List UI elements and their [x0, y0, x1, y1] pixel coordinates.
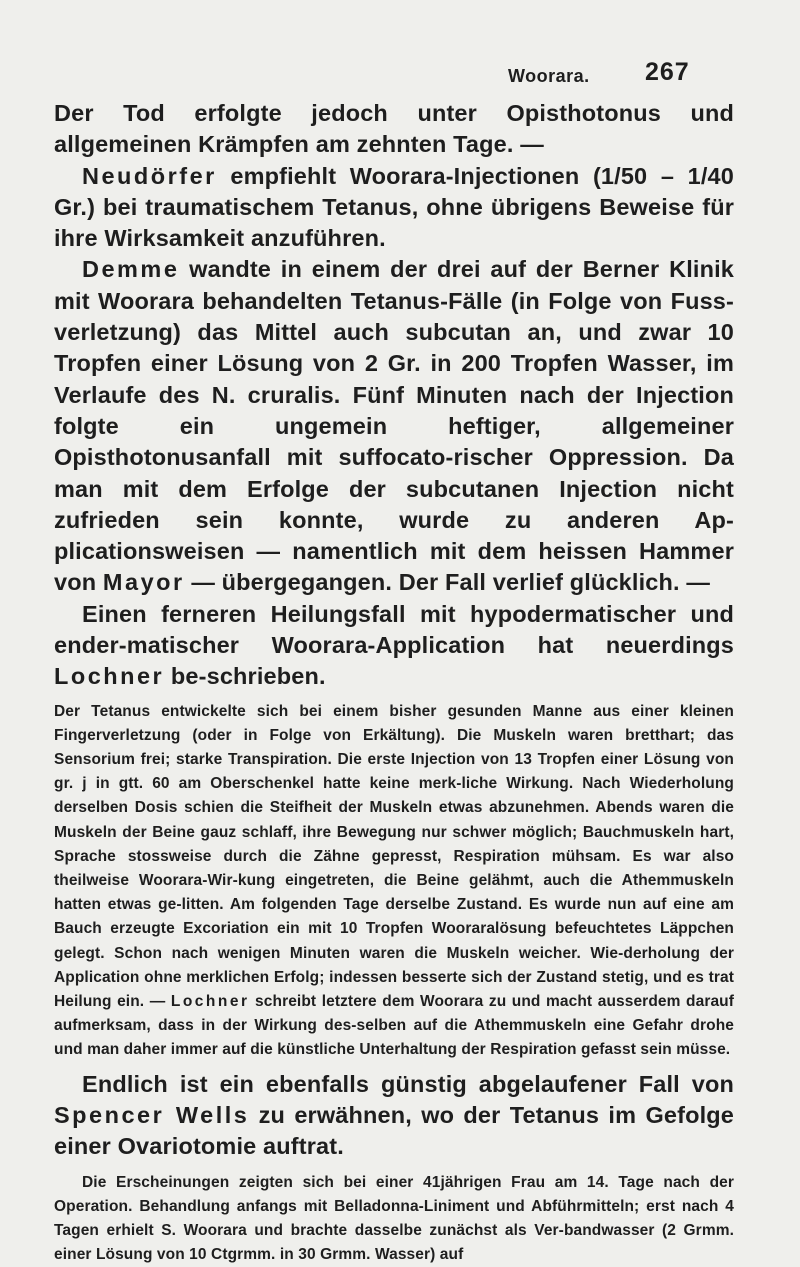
case-report-1 [54, 700, 734, 1063]
author-name-2: Mayor [102, 569, 185, 596]
paragraph-1: Der Tod erfolgte jedoch unter Opisthotonus und allgemeinen Krämpfen am zehnten Tage. — [54, 100, 734, 158]
author-name: Demme [82, 256, 180, 283]
case-text: Der Tetanus entwickelte sich bei einem bisher gesunden Manne aus einer kleinen Fingerverletzung (oder in Folge von Erkältung). Die Muskeln waren bretthart; das Sensorium frei; starke Transpiration. Die erste Injection von 13 Tropfen einer Lösung von gr. j in gtt. 60 am Oberschenkel hatte keine merk-liche Wirkung. Nach Wiederholung derselben Dosis schien die Steifheit der Muskeln etwas abzunehmen. Abends waren die Muskeln der Beine gauz schlaff, ihre Bewegung nur schwer möglich; Bauchmuskeln hart, Sprache stossweise durch die Zähne gepresst, Respiration mühsam. Es war also theilweise Woorara-Wir-kung eingetreten, die Beine gelähmt, auch die Athemmuskeln hatten etwas ge-litten. Am folgenden Tage derselbe Zustand. Es wurde nun auf eine am Bauch erzeugte Excoriation ein mit 10 Tropfen Wooraralösung befeuchtetes Läppchen gelegt. Schon nach wenigen Minuten waren die Muskeln weicher. Wie-derholung der Application ohne merklichen Erfolg; indessen besserte sich der Zustand stetig, und es trat Heilung ein. — [54, 702, 734, 1011]
paragraph-text: Einen ferneren Heilungsfall mit hypodermatischer und ender-matischer Woorara-Application hat neuerdings [54, 600, 734, 659]
paragraph-5 [54, 1069, 734, 1163]
author-name: Neudörfer [82, 162, 217, 189]
paragraph-text-2: zu erwähnen, wo der Tetanus im Gefolge einer Ovariotomie auftrat. [54, 1101, 734, 1160]
paragraph-text: empfiehlt Woorara-Injectionen (1/50 – 1/40 Gr.) bei traumatischem Tetanus, ohne übrigens Beweise für ihre Wirksamkeit anzuführen. [54, 162, 734, 252]
running-head: Woorara. [508, 66, 590, 86]
case-report-2: Die Erscheinungen zeigten sich bei einer 41jährigen Frau am 14. Tage nach der Operation. Behandlung anfangs mit Belladonna-Liniment und Abführmitteln; erst nach 4 Tagen erhielt S. Woorara und brachte dasselbe zunächst als Ver-bandwasser (2 Grmm. einer Lösung von 10 Ctgrmm. in 30 Grmm. Wasser) auf [54, 1173, 734, 1264]
paragraph-2 [54, 161, 734, 255]
author-name: Lochner [170, 993, 250, 1011]
paragraph-text: Endlich ist ein ebenfalls günstig abgelaufener Fall von [82, 1070, 734, 1097]
page-number: 267 [645, 58, 690, 86]
author-name: Lochner [54, 663, 165, 690]
paragraph-text: wandte in einem der drei auf der Berner Klinik mit Woorara behandelten Tetanus-Fälle (in Folge von Fuss-verletzung) das Mittel auch subcutan an, und zwar 10 Tropfen einer Lösung von 2 Gr. in 200 Tropfen Wasser, im Verlaufe des N. cruralis. Fünf Minuten nach der Injection folgte ein ungemein heftiger, allgemeiner Opisthotonusanfall mit suffocato-rischer Oppression. Da man mit dem Erfolge der subcutanen Injection nicht zufrieden sein konnte, wurde zu anderen Ap-plicationsweisen — namentlich mit dem heissen Hammer von [54, 256, 734, 596]
paragraph-text-end: be-schrieben. [164, 663, 326, 690]
case-text-2: schreibt letztere dem Woorara zu und macht ausserdem darauf aufmerksam, dass in der Wirkung des-selben auf die Athemmuskeln eine Gefahr drohe und man daher immer auf die künstliche Unterhaltung der Respiration gefasst sein müsse. [54, 993, 734, 1059]
paragraph-text-2: — übergegangen. Der Fall verlief glücklich. — [184, 569, 710, 596]
page-header [0, 58, 800, 88]
paragraph-3 [54, 254, 734, 598]
author-name: Spencer Wells [54, 1101, 250, 1128]
paragraph-4 [54, 599, 734, 693]
body-text [54, 98, 734, 1267]
